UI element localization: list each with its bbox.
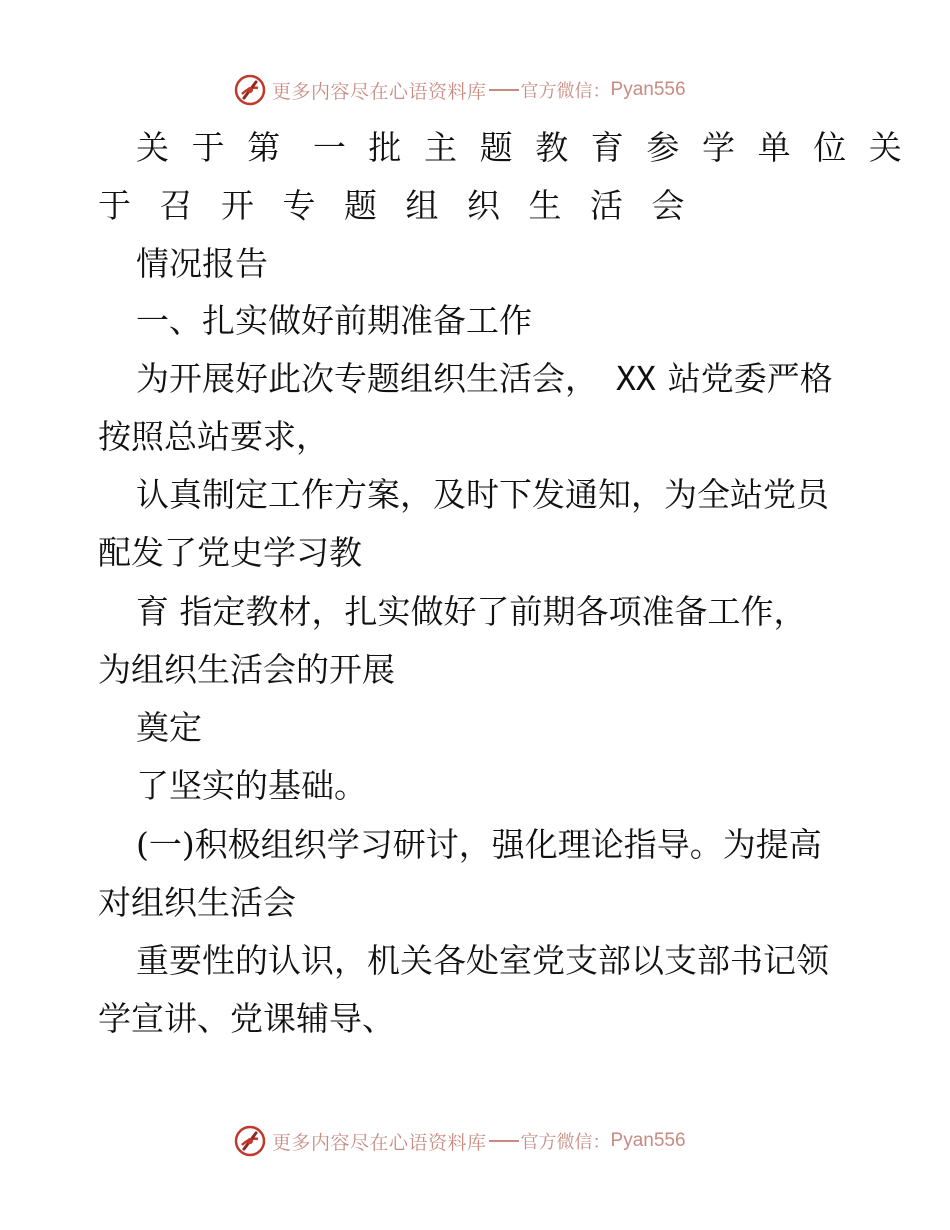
- paragraph-7-line-2: 学宣讲、党课辅导、: [98, 999, 395, 1038]
- title-line-3: 情况报告: [136, 244, 268, 283]
- paragraph-6-line-2: 对组织生活会: [98, 883, 296, 922]
- watermark-dash: [489, 89, 519, 91]
- paragraph-3-line-2: 为组织生活会的开展: [98, 650, 395, 689]
- title-line-1: [136, 128, 924, 168]
- paragraph-7-line-1: 重要性的认识，机关各处室党支部以支部书记领: [136, 941, 829, 980]
- watermark-subtext: 官方微信：: [520, 1132, 611, 1153]
- watermark-subtext: 官方微信：: [520, 81, 611, 102]
- header-watermark: [234, 73, 686, 107]
- paragraph-3-line-1: 育 指定教材，扎实做好了前期各项准备工作，: [136, 592, 807, 631]
- paragraph-6-line-1: (一)积极组织学习研讨，强化理论指导。为提高: [136, 825, 822, 864]
- paragraph-1-line-2: 按照总站要求，: [98, 417, 329, 456]
- paragraph-2-line-1: 认真制定工作方案，及时下发通知，为全站党员: [136, 475, 829, 514]
- watermark-wechat-id: Pyan556: [610, 79, 686, 100]
- paragraph-2-line-2: 配发了党史学习教: [98, 533, 362, 572]
- footer-watermark: [234, 1124, 686, 1158]
- book-pen-logo-icon: [234, 74, 266, 106]
- title-part-1: 关于第: [136, 128, 303, 167]
- paragraph-1-placeholder-xx: XX: [616, 359, 656, 398]
- watermark-dash: [489, 1140, 519, 1142]
- watermark-wechat-id: Pyan556: [610, 1130, 686, 1151]
- watermark-text: 更多内容尽在心语资料库: [272, 1131, 487, 1154]
- paragraph-1-text-a: 为开展好此次专题组织生活会，: [136, 359, 598, 398]
- title-line-2: 于召开专题组织生活会: [98, 186, 713, 225]
- book-pen-logo-icon: [234, 1125, 266, 1157]
- paragraph-1-line-1: [136, 359, 833, 399]
- paragraph-4-line-1: 奠定: [136, 708, 202, 747]
- section-heading-1: 一、扎实做好前期准备工作: [136, 301, 532, 340]
- paragraph-1-text-b: 站党委严格: [667, 359, 833, 398]
- title-part-2: 一批主题教育参学单位关: [312, 128, 925, 167]
- paragraph-5-line-1: 了坚实的基础。: [136, 766, 367, 805]
- watermark-text: 更多内容尽在心语资料库: [272, 80, 487, 103]
